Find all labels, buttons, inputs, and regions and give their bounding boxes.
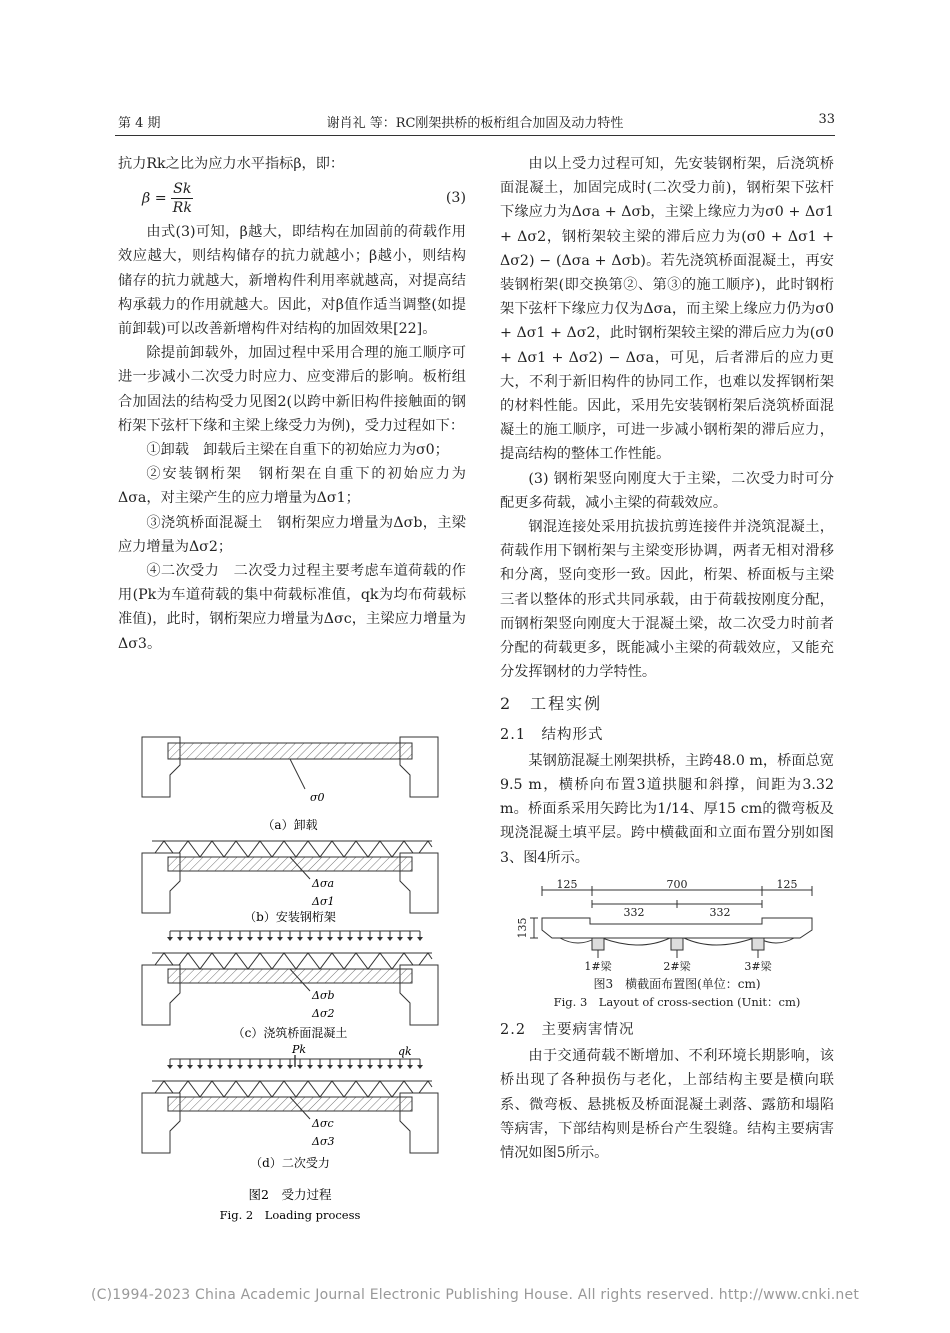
eq-fraction: [171, 180, 193, 217]
dim-332-left: 332: [623, 905, 645, 919]
right-para-3: 钢混连接处采用抗拔抗剪连接件并浇筑混凝土，荷载作用下钢桁架与主梁变形协调，两者无相对滑移和分离，竖向变形一致。因此，桁架、桥面板与主梁三者以整体的形式共同承载，由于荷载按刚度分配，而钢桁架竖向刚度大于混凝土梁，故二次受力时前者分配的荷载更多，既能减小主梁的荷载效应，又能充分发挥钢材的力学特性。: [500, 519, 834, 681]
dim-125-right: 125: [776, 877, 798, 891]
panel-a-unload: [142, 737, 438, 832]
label-dsigma-1: Δσ1: [312, 895, 335, 908]
right-para-4: 某钢筋混凝土刚架拱桥，主跨48.0 m，桥面总宽9.5 m，横桥向布置3道拱腿和斜撑，间距为3.32 m。桥面系采用矢跨比为1/14、厚15 cm的微弯板及现浇混凝土填平层。跨中横截面和立面布置分别如图3、图4所示。: [500, 752, 834, 866]
label-dsigma-3: Δσ3: [312, 1135, 335, 1148]
label-qk: qk: [398, 1045, 412, 1058]
figure-2-caption-cn: 图2 受力过程: [248, 1187, 332, 1202]
beam-1-label: 1#梁: [584, 959, 612, 973]
dim-135: 135: [516, 917, 529, 939]
section-2-1-heading: 2.1 结构形式: [500, 726, 604, 743]
right-para-2: (3) 钢桁架竖向刚度大于主梁，二次受力时可分配更多荷载，减小主梁的荷载效应。: [500, 470, 834, 511]
right-para-1: 由以上受力过程可知，先安装钢桁架，后浇筑桥面混凝土，加固完成时(二次受力前)，钢桁架下弦杆下缘应力为Δσa + Δσb，主梁上缘应力为σ0 + Δσ1 + Δσ2，钢桁架较主梁的滞后应力为(σ0 + Δσ1 + Δσ2) − (Δσa + Δσb)。若先浇筑桥面混凝土，再安装钢桁架(即交换第②、第③的施工顺序)，此时钢桁架下弦杆下缘应力仅为Δσa，而主梁上缘应力仍为σ0 + Δσ1 + Δσ2，此时钢桁架较主梁的滞后应力为(σ0 + Δσ1 + Δσ2) − Δσa，可见，后者滞后的应力更大，不利于新旧构件的协同工作，也难以发挥钢桁架的材料性能。因此，采用先安装钢桁架后浇筑桥面混凝土的施工顺序，可进一步减小钢桁架的滞后应力，提高结构的整体工作性能。: [500, 156, 834, 463]
figure-2-caption-en: Fig. 2 Loading process: [219, 1208, 361, 1222]
right-column: [500, 152, 834, 1165]
figure-3-cross-section: [500, 878, 834, 1010]
dim-332-right: 332: [709, 905, 731, 919]
eq-number: (3): [445, 190, 466, 207]
label-dsigma-b: Δσb: [312, 989, 335, 1002]
subcaption-a: （a）卸载: [262, 818, 318, 832]
eq-numerator: Sk: [173, 180, 192, 197]
running-title: 谢肖礼 等：RC刚架拱桥的板桁组合加固及动力特性: [326, 116, 624, 131]
copyright-footer: (C)1994-2023 China Academic Journal Electronic Publishing House. All rights reserved. http://www.cnki.net: [90, 1287, 860, 1303]
label-dsigma-c: Δσc: [312, 1117, 334, 1130]
subcaption-b: （b）安装钢桁架: [244, 910, 336, 924]
step-install-truss: ②安装钢桁架 钢桁架在自重下的初始应力为Δσa，对主梁产生的应力增量为Δσ1；: [118, 466, 466, 507]
panel-b-install-truss: [142, 841, 438, 924]
panel-c-pour-deck: [142, 931, 438, 1040]
beam-2-label: 2#梁: [663, 959, 691, 973]
label-sigma0: σ0: [310, 791, 325, 804]
eq-denominator: Rk: [172, 199, 192, 216]
subcaption-d: （d）二次受力: [250, 1156, 330, 1170]
step-pour-deck: ③浇筑桥面混凝土 钢桁架应力增量为Δσb，主梁应力增量为Δσ2；: [118, 514, 466, 555]
left-column: [118, 152, 466, 656]
dim-125-left: 125: [556, 877, 578, 891]
journal-issue: 第 4 期: [118, 116, 161, 131]
section-2-heading: 2 工程实例: [500, 694, 603, 714]
step-unload: ①卸载 卸载后主梁在自重下的初始应力为σ0；: [146, 442, 449, 459]
label-dsigma-2: Δσ2: [312, 1007, 335, 1020]
subcaption-c: （c）浇筑桥面混凝土: [232, 1026, 348, 1040]
dim-700: 700: [666, 877, 688, 891]
left-para-1: 抗力Rk之比为应力水平指标β，即：: [118, 156, 345, 172]
right-para-5: 由于交通荷载不断增加、不利环境长期影响，该桥出现了各种损伤与老化，上部结构主要是横向联系、微弯板、悬挑板及桥面混凝土剥落、露筋和塌陷等病害，下部结构则是桥台产生裂缝。结构主要病害情况如图5所示。: [500, 1048, 834, 1161]
header-rule: [115, 135, 835, 136]
left-para-3: 除提前卸载外，加固过程中采用合理的施工顺序可进一步减小二次受力时应力、应变滞后的影响。板桁组合加固法的结构受力见图2(以跨中新旧构件接触面的钢桁架下弦杆下缘和主梁上缘受力为例)，受力过程如下：: [118, 345, 466, 434]
left-para-2: 由式(3)可知，β越大，即结构在加固前的荷载作用效应越大，则结构储存的抗力就越小；β越小，则结构储存的抗力就越大，新增构件利用率就越高，对提高结构承载力的作用就越大。因此，对β值作适当调整(如提前卸载)可以改善新增构件对结构的加固效果[22]。: [118, 224, 466, 338]
label-pk: Pk: [292, 1043, 307, 1056]
panel-d-secondary-load: [142, 1043, 438, 1170]
label-dsigma-a: Δσa: [312, 877, 335, 890]
equation-3: [118, 176, 466, 220]
page-number: 33: [818, 112, 835, 127]
eq-lhs: β =: [142, 190, 167, 207]
section-2-2-heading: 2.2 主要病害情况: [500, 1021, 635, 1038]
beam-3-label: 3#梁: [744, 959, 772, 973]
figure-3-caption-en: Fig. 3 Layout of cross-section (Unit：cm): [553, 994, 801, 1009]
figure-3-caption-cn: 图3 横截面布置图(单位：cm): [593, 976, 761, 991]
figure-2-loading-process: [140, 735, 450, 1225]
step-secondary-load: ④二次受力 二次受力过程主要考虑车道荷载的作用(Pk为车道荷载的集中荷载标准值，qk为均布荷载标准值)，此时，钢桁架应力增量为Δσc，主梁应力增量为Δσ3。: [118, 563, 466, 652]
